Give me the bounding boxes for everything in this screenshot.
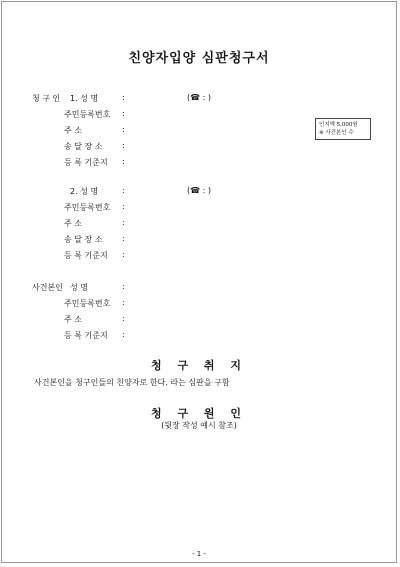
claim-cause-note: (뒷장 작성 예시 참조) — [161, 421, 237, 430]
claim-purpose-text: 사건본인을 청구인들의 친양자로 한다. 라는 심판을 구함 — [34, 378, 230, 387]
colon: : — [122, 202, 125, 211]
colon: : — [122, 157, 125, 166]
principal-name-label: 성 명 — [70, 283, 88, 292]
colon: : — [122, 314, 125, 323]
claimant-label: 청 구 인 — [32, 94, 61, 103]
colon: : — [122, 141, 125, 150]
principal-label: 사건본인 — [32, 283, 63, 292]
page-title: 친양자입양 심판청구서 — [128, 51, 270, 66]
claimant1-regno-label: 주민등록번호 — [64, 110, 111, 119]
claimant2-phone: (☎ : ) — [187, 186, 211, 195]
colon: : — [122, 93, 125, 102]
colon: : — [122, 186, 125, 195]
claimant2-delivery-label: 송 달 장 소 — [64, 235, 103, 244]
colon: : — [122, 125, 125, 134]
claimant1-phone: (☎ : ) — [187, 93, 211, 102]
claimant1-domicile-label: 등 록 기준지 — [64, 158, 108, 167]
colon: : — [122, 109, 125, 118]
stamp-fee-note: ※ 사건본인 수 — [319, 130, 354, 136]
claimant2-domicile-label: 등 록 기준지 — [64, 251, 108, 260]
claimant1-address-label: 주 소 — [64, 126, 82, 135]
colon: : — [122, 298, 125, 307]
claimant2-regno-label: 주민등록번호 — [64, 203, 111, 212]
principal-domicile-label: 등 록 기준지 — [64, 331, 108, 340]
claimant2-name-label: 2. 성 명 — [70, 187, 99, 196]
page-number: - 1 - — [192, 550, 206, 558]
colon: : — [122, 250, 125, 259]
claimant1-delivery-label: 송 달 장 소 — [64, 142, 103, 151]
colon: : — [122, 218, 125, 227]
claimant2-address-label: 주 소 — [64, 219, 82, 228]
document-page — [1, 1, 397, 563]
colon: : — [122, 330, 125, 339]
claimant1-name-label: 1. 성 명 — [70, 94, 99, 103]
principal-regno-label: 주민등록번호 — [64, 299, 111, 308]
colon: : — [122, 234, 125, 243]
principal-address-label: 주 소 — [64, 315, 82, 324]
stamp-fee-box — [315, 118, 371, 140]
claim-purpose-heading: 청 구 취 지 — [151, 359, 247, 372]
stamp-fee-amount: 인지액 5,000원 — [319, 122, 358, 128]
claim-cause-heading: 청 구 원 인 — [151, 407, 247, 420]
colon: : — [122, 282, 125, 291]
